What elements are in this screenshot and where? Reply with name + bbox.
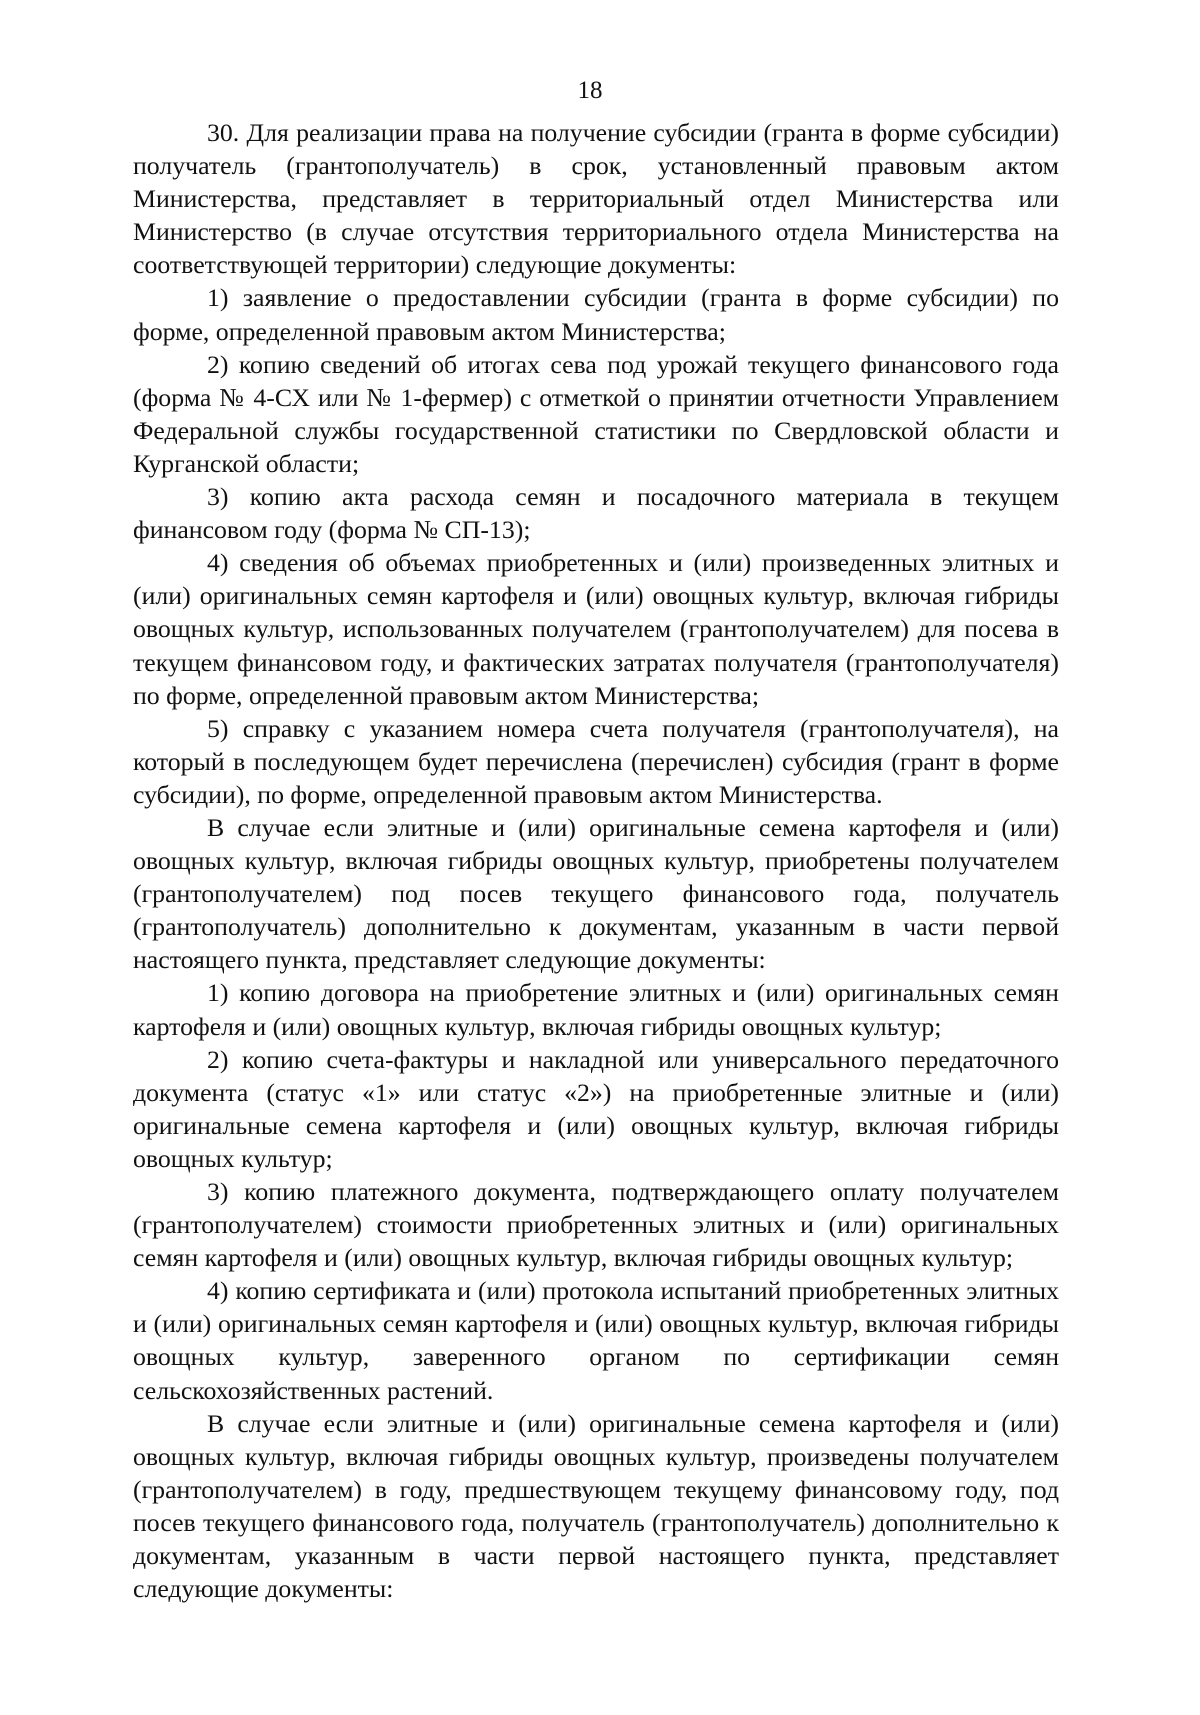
paragraph-item-3-seed-act: 3) копию акта расхода семян и посадочного материала в текущем финансовом году (форма № СП-13); xyxy=(133,482,1059,545)
paragraph-item-2-sowing-report: 2) копию сведений об итогах сева под урожай текущего финансового года (форма № 4-СХ или № 1-фермер) с отметкой о принятии отчетности Управлением Федеральной службы государственной статистики по Свердловской области и Курганской области; xyxy=(133,349,1059,478)
paragraph-purchased-item-1-contract: 1) копию договора на приобретение элитных и (или) оригинальных семян картофеля и (или) овощных культур, включая гибриды овощных культур; xyxy=(133,978,1059,1041)
paragraph-item-4-seed-volumes: 4) сведения об объемах приобретенных и (или) произведенных элитных и (или) оригинальных семян картофеля и (или) овощных культур, включая гибриды овощных культур, использованных получателем (грантополучателем) для посева в текущем финансовом году, и фактических затратах получателя (грантополучателя) по форме, определенной правовым актом Министерства; xyxy=(133,548,1059,710)
paragraph-purchased-item-3-payment: 3) копию платежного документа, подтверждающего оплату получателем (грантополучателем) стоимости приобретенных элитных и (или) оригинальных семян картофеля и (или) овощных культур, включая гибриды овощных культур; xyxy=(133,1177,1059,1273)
paragraph-item-5-account-certificate: 5) справку с указанием номера счета получателя (грантополучателя), на который в последующем будет перечислена (перечислен) субсидия (грант в форме субсидии), по форме, определенной правовым актом Министерства. xyxy=(133,713,1059,809)
paragraph-produced-seeds-intro: В случае если элитные и (или) оригинальные семена картофеля и (или) овощных культур, включая гибриды овощных культур, произведены получателем (грантополучателем) в году, предшествующем текущему финансовому году, под посев текущего финансового года, получатель (грантополучатель) дополнительно к документам, указанным в части первой настоящего пункта, представляет следующие документы: xyxy=(133,1408,1059,1604)
document-body xyxy=(133,116,1059,1605)
paragraph-purchased-item-4-certificate: 4) копию сертификата и (или) протокола испытаний приобретенных элитных и (или) оригинальных семян картофеля и (или) овощных культур, включая гибриды овощных культур, заверенного органом по сертификации семян сельскохозяйственных растений. xyxy=(133,1276,1059,1405)
paragraph-purchased-seeds-intro: В случае если элитные и (или) оригинальные семена картофеля и (или) овощных культур, включая гибриды овощных культур, приобретены получателем (грантополучателем) под посев текущего финансового года, получатель (грантополучатель) дополнительно к документам, указанным в части первой настоящего пункта, представляет следующие документы: xyxy=(133,812,1059,975)
paragraph-clause-30: 30. Для реализации права на получение субсидии (гранта в форме субсидии) получатель (грантополучатель) в срок, установленный правовым актом Министерства, представляет в территориальный отдел Министерства или Министерство (в случае отсутствия территориального отдела Министерства на соответствующей территории) следующие документы: xyxy=(133,118,1059,280)
paragraph-item-1-application: 1) заявление о предоставлении субсидии (гранта в форме субсидии) по форме, определенной правовым актом Министерства; xyxy=(133,283,1059,346)
paragraph-purchased-item-2-invoice: 2) копию счета-фактуры и накладной или универсального передаточного документа (статус «1» или статус «2») на приобретенные элитные и (или) оригинальные семена картофеля и (или) овощных культур, включая гибриды овощных культур; xyxy=(133,1044,1059,1173)
page-number: 18 xyxy=(577,77,603,104)
